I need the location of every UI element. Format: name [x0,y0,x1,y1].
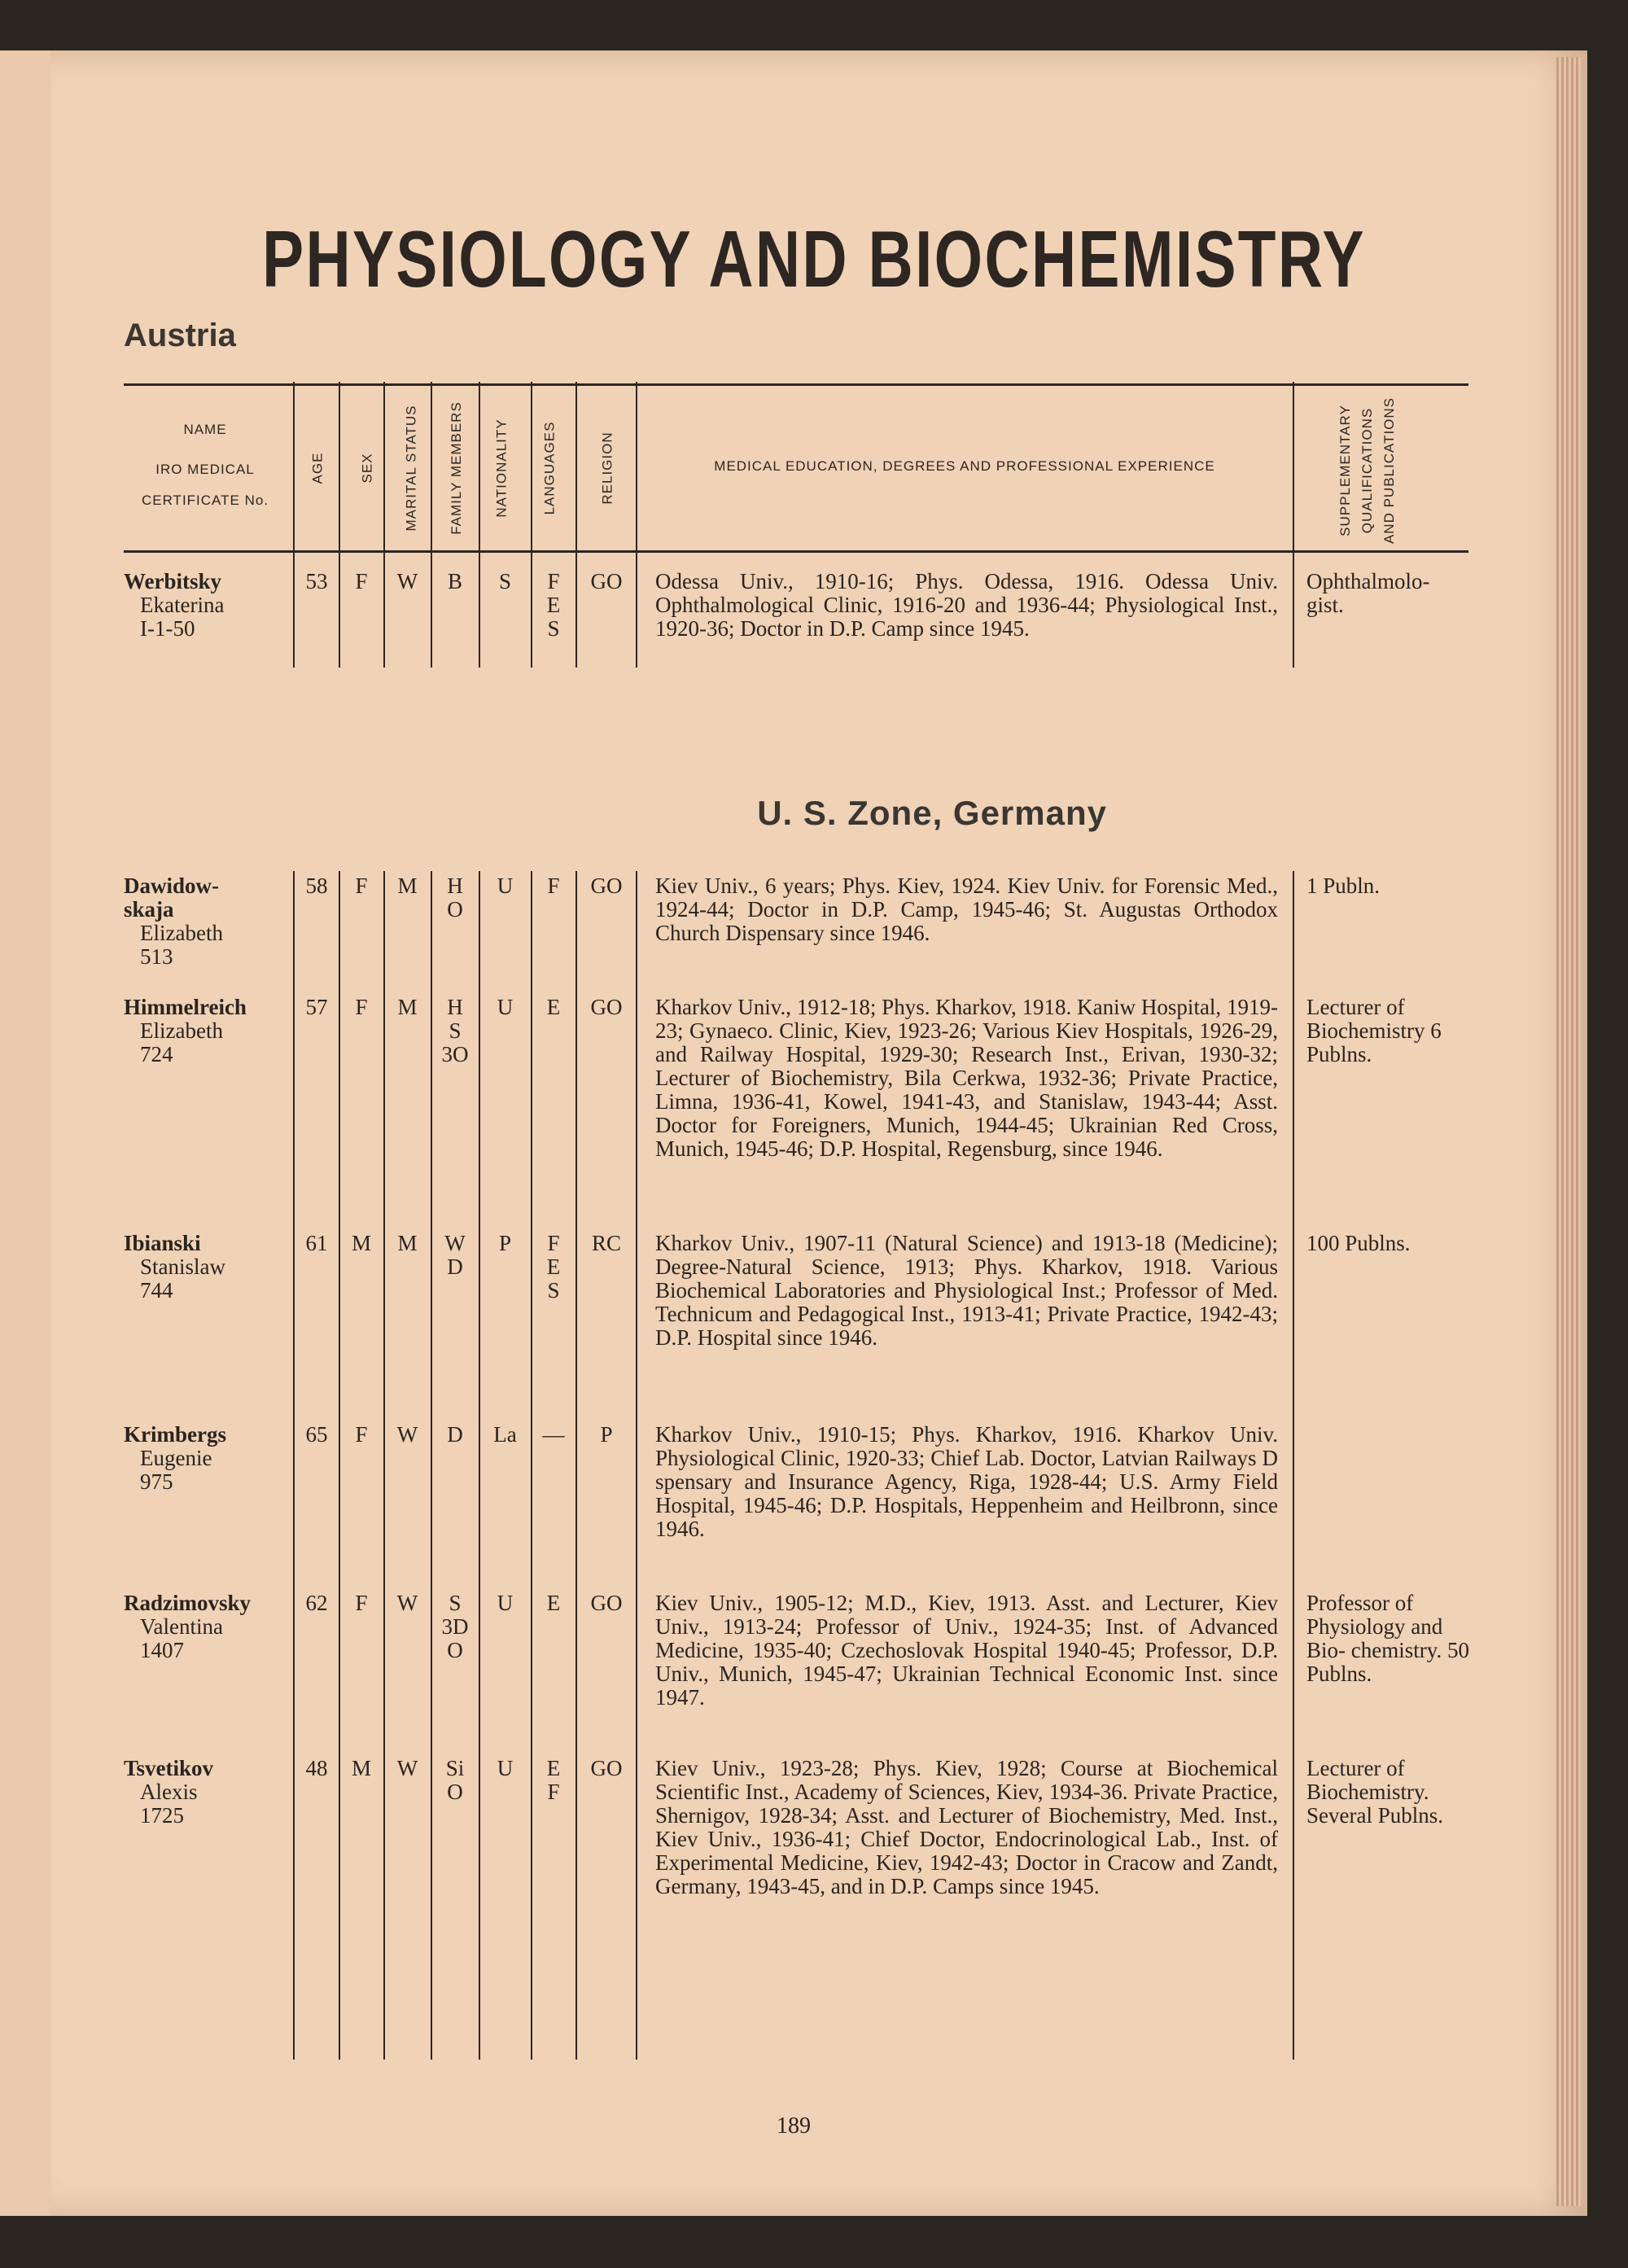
family-value: H [447,995,463,1019]
surname: Radzimovsky [124,1591,252,1615]
header-family: FAMILY MEMBERS [449,401,465,535]
languages-cell [532,570,575,641]
surname-cont: skaja [124,897,174,922]
family-cell [432,570,478,593]
nationality-cell: U [497,873,514,898]
column-rule [339,382,340,668]
nationality-cell: U [497,1591,514,1615]
marital-cell: W [396,1591,418,1615]
medical-experience: Kharkov Univ., 1907-11 (Natural Science) and 1913-18 (Medicine); Degree-Natural Science, 1913; Phys. Kharkov, 1918. Various Biochemical Laboratories and Physiological Inst.; Professor of Med. Technicum and Pedagogical Inst., 1913-41; Private Practice, 1942-43; D.P. Hospital since 1946. [655,1231,1278,1350]
header-marital: MARITAL STATUS [404,405,420,532]
languages-value: S [547,616,560,641]
family-value: B [447,569,462,593]
surname: Dawidow- [124,873,220,898]
column-rule [636,382,637,668]
religion-cell: GO [590,569,623,593]
marital-cell: W [396,569,418,593]
column-rule [531,871,532,2060]
family-value: O [447,1780,463,1804]
languages-value: E [546,1254,561,1279]
family-value: S [449,1591,462,1615]
header-languages: LANGUAGES [541,421,557,515]
family-value: O [447,1638,463,1662]
supplementary-qualifications: 100 Publns. [1306,1231,1411,1255]
column-rule [293,382,295,668]
religion-cell: P [600,1422,613,1447]
column-rule [575,871,577,2060]
name-cell [124,874,287,969]
family-value: H [447,873,463,898]
sex-cell: M [351,1756,371,1780]
family-cell [432,1592,478,1662]
certificate-number: 1725 [140,1803,184,1828]
supplementary-qualifications: Lecturer of Biochemistry. Several Publns. [1306,1756,1443,1828]
age-cell: 62 [305,1591,328,1615]
header-name: NAME [183,422,227,437]
name-cell [124,1423,287,1494]
medical-experience: Kiev Univ., 1923-28; Phys. Kiev, 1928; Course at Biochemical Scientific Inst., Academy of Sciences, Kiev, 1934-36. Private Practice, Shernigov, 1928-34; Asst. and Lecturer of Biochemistry, Med. Inst., Kiev Univ., 1936-41; Chief Doctor, Endocrinological Lab., Inst. of Experimental Medicine, Kiev, 1942-43; Doctor in Cracow and Zandt, Germany, 1943-45, and in D.P. Camps since 1945. [655,1756,1278,1898]
header-medical: MEDICAL EDUCATION, DEGREES AND PROFESSIONAL EXPERIENCE [714,458,1215,474]
languages-value: E [546,1591,561,1615]
sex-cell: M [351,1231,371,1255]
certificate-number: 513 [140,944,173,969]
religion-cell: GO [590,873,623,898]
languages-value: F [547,569,560,593]
certificate-number: 975 [140,1469,173,1494]
languages-value: F [547,1231,560,1255]
page-edges [1556,57,1581,2206]
header-age: AGE [309,452,325,484]
marital-cell: W [396,1756,418,1780]
family-value: Si [445,1756,465,1780]
age-cell: 61 [305,1231,328,1255]
religion-cell: GO [590,1756,623,1780]
languages-value: E [546,593,561,617]
column-rule [636,871,637,2060]
medical-experience: Kharkov Univ., 1912-18; Phys. Kharkov, 1918. Kaniw Hospital, 1919-23; Gynaeco. Clinic, Kiev, 1923-26; Various Kiev Hospitals, 1926-29, and Railway Hospital, 1929-30; Research Inst., Erivan, 1930-32; Lecturer of Biochemistry, Bila Cerkwa, 1932-36; Private Practice, Limna, 1936-41, Kowel, 1941-43, and Stanislaw, 1943-44; Asst. Doctor for Foreigners, Munich, 1944-45; Ukrainian Red Cross, Munich, 1945-46; D.P. Hospital, Regensburg, since 1946. [655,995,1278,1161]
family-value: 3O [441,1042,469,1066]
column-rule [339,871,340,2060]
age-cell: 53 [305,569,328,593]
sex-cell: F [355,995,368,1019]
medical-experience: Kiev Univ., 6 years; Phys. Kiev, 1924. Kiev Univ. for Forensic Med., 1924-44; Doctor in D.P. Camp, 1945-46; St. Augustas Orthodox Church Dispensary since 1946. [655,873,1278,945]
medical-experience: Kharkov Univ., 1910-15; Phys. Kharkov, 1916. Kharkov Univ. Physiological Clinic, 1920-33; Chief Lab. Doctor, Latvian Railways D spensary and Insurance Agency, Riga, 1928-44; U.S. Army Field Hospital, 1945-46; D.P. Hospitals, Heppenheim and Heilbronn, since 1946. [655,1422,1278,1541]
header-supplementary: SUPPLEMENTARY QUALIFICATIONS AND PUBLICATIONS [1337,396,1397,545]
certificate-number: 1407 [140,1638,184,1662]
languages-value: E [546,1756,561,1780]
column-rule [383,871,385,2060]
family-value: D [447,1254,463,1279]
name-cell [124,1757,287,1828]
header-nationality: NATIONALITY [494,418,510,518]
nationality-cell: U [497,1756,514,1780]
given-name: Eugenie [140,1446,212,1470]
header-certificate: CERTIFICATE No. [141,493,269,508]
sex-cell: F [355,1591,368,1615]
nationality-cell: La [493,1422,517,1447]
marital-cell: M [397,873,418,898]
religion-cell: RC [591,1231,622,1255]
column-rule [293,871,295,2060]
page-number: 189 [777,2113,811,2139]
column-rule [479,871,480,2060]
header-top-rule [124,383,1468,386]
nationality-cell: P [498,1231,512,1255]
given-name: Elizabeth [140,1018,223,1043]
medical-experience: Odessa Univ., 1910-16; Phys. Odessa, 1916. Odessa Univ. Ophthalmological Clinic, 1916-20 and 1936-44; Physiological Inst., 1920-36; Doctor in D.P. Camp since 1945. [655,569,1278,641]
header-bottom-rule [124,550,1468,553]
supplementary-qualifications: Lecturer of Biochemistry 6 Publns. [1306,995,1442,1066]
languages-value: F [547,1780,560,1804]
name-cell [124,570,287,641]
sex-cell: F [355,569,368,593]
column-rule [479,382,480,668]
family-cell [432,1423,478,1447]
surname: Werbitsky [124,569,222,593]
family-cell [432,996,478,1066]
family-value: O [447,897,463,922]
column-rule [1293,871,1294,2060]
nationality-cell: U [497,995,514,1019]
column-rule [1293,382,1294,668]
family-cell [432,1757,478,1804]
given-name: Ekaterina [140,593,225,617]
header-religion: RELIGION [600,431,615,505]
languages-cell [532,1232,575,1303]
family-cell [432,874,478,922]
supplementary-qualifications: Ophthalmolo- gist. [1306,569,1430,617]
header-sex: SEX [360,453,375,484]
languages-cell [532,996,575,1019]
surname: Krimbergs [124,1422,226,1447]
name-cell [124,1592,287,1662]
name-cell [124,1232,287,1303]
nationality-cell: S [498,569,512,593]
marital-cell: M [397,995,418,1019]
surname: Himmelreich [124,995,247,1019]
languages-value: F [547,873,560,898]
surname: Ibianski [124,1231,201,1255]
languages-value: — [542,1422,565,1447]
age-cell: 58 [305,873,328,898]
languages-cell [532,1423,575,1447]
supplementary-qualifications: Professor of Physiology and Bio- chemistry. 50 Publns. [1306,1591,1469,1686]
page-title: PHYSIOLOGY AND BIOCHEMISTRY [262,214,1366,304]
age-cell: 57 [305,995,328,1019]
family-value: S [449,1018,462,1043]
languages-cell [532,1757,575,1804]
family-cell [432,1232,478,1279]
previous-page-edge [0,50,50,2216]
certificate-number: 744 [140,1278,173,1303]
marital-cell: W [396,1422,418,1447]
languages-cell [532,874,575,898]
section-austria: Austria [124,317,236,353]
given-name: Elizabeth [140,921,223,945]
languages-value: S [547,1278,560,1303]
certificate-number: I-1-50 [140,616,195,641]
age-cell: 48 [305,1756,328,1780]
marital-cell: M [397,1231,418,1255]
certificate-number: 724 [140,1042,173,1066]
languages-value: E [546,995,561,1019]
column-rule [383,382,385,668]
family-value: W [444,1231,466,1255]
religion-cell: GO [590,1591,623,1615]
supplementary-qualifications: 1 Publn. [1306,873,1381,898]
given-name: Stanislaw [140,1254,225,1279]
column-rule [575,382,577,668]
religion-cell: GO [590,995,623,1019]
family-value: 3D [441,1614,469,1639]
given-name: Alexis [140,1780,198,1804]
header-iro: IRO MEDICAL [155,462,255,477]
column-rule [431,382,432,668]
age-cell: 65 [305,1422,328,1447]
given-name: Valentina [140,1614,223,1639]
section-us-zone: U. S. Zone, Germany [757,794,1107,832]
name-cell [124,996,287,1066]
sex-cell: F [355,873,368,898]
sex-cell: F [355,1422,368,1447]
medical-experience: Kiev Univ., 1905-12; M.D., Kiev, 1913. Asst. and Lecturer, Kiev Univ., 1913-24; Professor of Univ., 1924-35; Inst. of Advanced Medicine, 1935-40; Czechoslovak Hospital 1940-45; Professor, D.P. Univ., Munich, 1945-47; Ukrainian Technical Economic Inst. since 1947. [655,1591,1278,1710]
surname: Tsvetikov [124,1756,214,1780]
languages-cell [532,1592,575,1615]
family-value: D [447,1422,463,1447]
